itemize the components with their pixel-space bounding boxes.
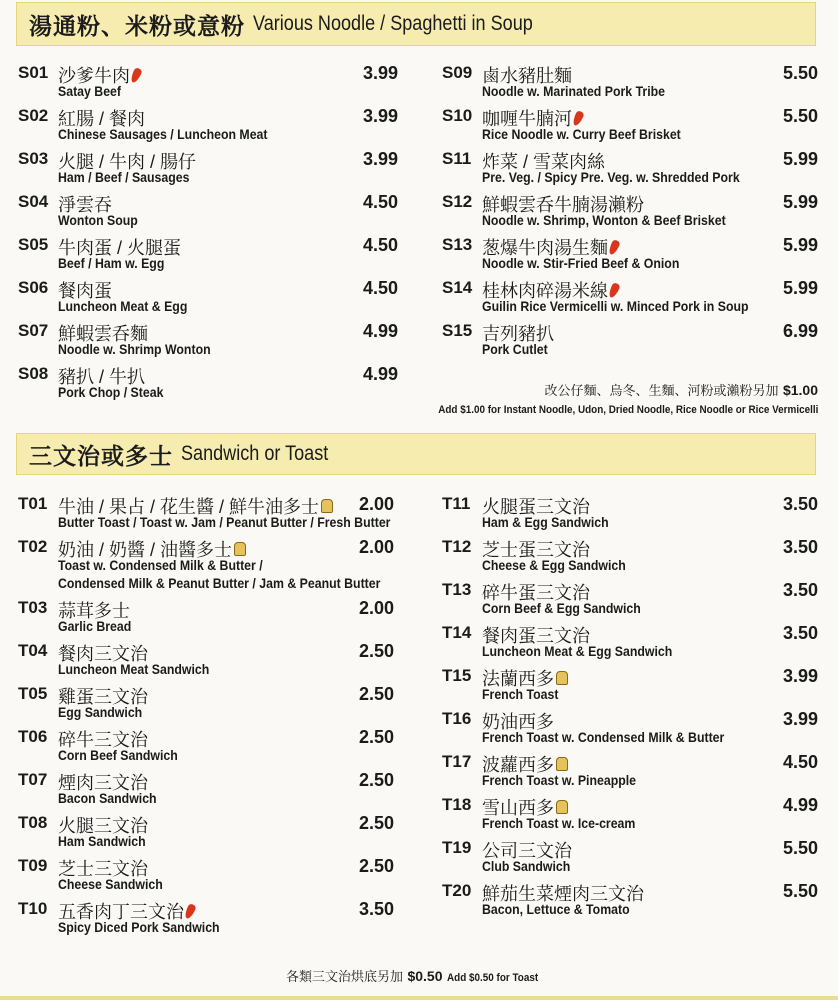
item-code: T09 (18, 856, 48, 875)
item-name-en: Noodle w. Marinated Pork Tribe (482, 83, 666, 99)
item-price: 2.50 (358, 856, 394, 876)
menu-item-s04 (18, 192, 398, 232)
item-code: T06 (18, 727, 48, 746)
item-name-zh: 吉列豬扒 (482, 324, 554, 344)
item-price: 2.50 (358, 770, 394, 790)
item-name-zh: 淨雲吞 (58, 195, 112, 215)
item-code: T16 (442, 709, 472, 728)
chili-pepper-icon (129, 67, 143, 84)
item-name-zh: 奶油 / 奶醬 / 油醬多士 (58, 540, 233, 560)
item-name-zh: 桂林肉碎湯米線 (482, 281, 608, 301)
item-name-en: Cheese & Egg Sandwich (482, 557, 626, 573)
soup-section-header (16, 2, 816, 46)
item-price: 3.50 (782, 537, 818, 557)
item-price: 6.99 (782, 321, 818, 341)
item-name-zh: 雪山西多 (482, 798, 554, 818)
item-code: T12 (442, 537, 472, 556)
item-name-zh: 牛肉蛋 / 火腿蛋 (58, 238, 182, 258)
item-code: T05 (18, 684, 48, 703)
menu-item-t20 (442, 881, 818, 921)
menu-item-s14 (442, 278, 818, 318)
item-code: T14 (442, 623, 472, 642)
item-name-en: Club Sandwich (482, 858, 571, 874)
item-name-en: Bacon, Lettuce & Tomato (482, 901, 630, 917)
item-code: T15 (442, 666, 472, 685)
chili-pepper-icon (571, 110, 585, 127)
item-name-zh: 公司三文治 (482, 841, 572, 861)
item-code: T13 (442, 580, 472, 599)
menu-item-t13 (442, 580, 818, 620)
item-name-zh: 鮮蝦雲呑牛腩湯瀨粉 (482, 195, 644, 215)
item-name-zh: 火腿 / 牛肉 / 腸仔 (58, 152, 197, 172)
item-price: 2.00 (358, 598, 394, 618)
item-price: 3.50 (782, 623, 818, 643)
menu-item-s05 (18, 235, 398, 275)
item-price: 2.00 (358, 537, 394, 557)
item-price: 3.99 (782, 666, 818, 686)
item-price: 4.50 (362, 235, 398, 255)
item-price: 2.50 (358, 813, 394, 833)
menu-item-t17 (442, 752, 818, 792)
menu-item-t19 (442, 838, 818, 878)
menu-item-s08 (18, 364, 398, 404)
sandwich-title-zh: 三文治或多士 (29, 442, 173, 469)
sandwich-title-en: Sandwich or Toast (181, 442, 329, 465)
item-name-en: French Toast w. Condensed Milk & Butter (482, 729, 725, 745)
item-name-en: French Toast w. Ice-cream (482, 815, 636, 831)
item-name-zh: 咖喱牛腩河 (482, 109, 572, 129)
chili-pepper-icon (607, 282, 621, 299)
item-code: S02 (18, 106, 49, 125)
item-code: S12 (442, 192, 473, 211)
toast-icon (234, 542, 246, 556)
item-name-en: Egg Sandwich (58, 704, 143, 720)
toast-note (286, 966, 548, 986)
item-code: S01 (18, 63, 49, 82)
toast-icon (321, 499, 333, 513)
item-name-zh: 鹵水豬肚麵 (482, 66, 572, 86)
menu-item-s02 (18, 106, 398, 146)
item-price: 4.99 (782, 795, 818, 815)
toast-note-en: Add $0.50 for Toast (446, 972, 539, 984)
item-price: 4.50 (362, 192, 398, 212)
toast-note-price: $0.50 (407, 968, 443, 984)
item-name-en: Corn Beef Sandwich (58, 747, 178, 763)
item-price: 5.99 (782, 278, 818, 298)
toast-icon (556, 671, 568, 685)
menu-item-s09 (442, 63, 818, 103)
item-price: 3.50 (358, 899, 394, 919)
soup-note-price: $1.00 (782, 382, 818, 398)
soup-note-zh: 改公仔麵、烏冬、生麵、河粉或瀨粉另加 (544, 383, 779, 398)
menu-item-t12 (442, 537, 818, 577)
item-price: 2.50 (358, 727, 394, 747)
item-code: T18 (442, 795, 472, 814)
item-price: 3.50 (782, 580, 818, 600)
item-price: 3.99 (362, 106, 398, 126)
item-price: 5.50 (782, 63, 818, 83)
item-name-zh: 餐肉蛋三文治 (482, 626, 590, 646)
item-name-zh: 波蘿西多 (482, 755, 554, 775)
menu-item-s13 (442, 235, 818, 275)
item-name-en: Toast w. Condensed Milk & Butter / (58, 557, 263, 573)
item-name-zh: 豬扒 / 牛扒 (58, 367, 146, 387)
item-name-en: Butter Toast / Toast w. Jam / Peanut Butter / Fresh Butter (58, 514, 391, 530)
item-code: S03 (18, 149, 49, 168)
item-name-zh: 鮮蝦雲呑麵 (58, 324, 148, 344)
menu-item-t10 (18, 899, 394, 939)
item-name-zh: 煙肉三文治 (58, 773, 148, 793)
item-name-en: Pork Chop / Steak (58, 384, 164, 400)
item-name-en: Spicy Diced Pork Sandwich (58, 919, 220, 935)
soup-noodle-note (396, 380, 818, 418)
item-code: T01 (18, 494, 48, 513)
menu-item-s15 (442, 321, 818, 361)
item-name-zh: 法蘭西多 (482, 669, 554, 689)
item-name-zh: 雞蛋三文治 (58, 687, 148, 707)
item-price: 2.50 (358, 641, 394, 661)
item-price: 2.50 (358, 684, 394, 704)
chili-pepper-icon (183, 903, 197, 920)
toast-icon (556, 800, 568, 814)
item-code: S11 (442, 149, 472, 168)
item-price: 3.99 (782, 709, 818, 729)
item-name-en: Noodle w. Stir-Fried Beef & Onion (482, 255, 680, 271)
item-code: T20 (442, 881, 472, 900)
item-name-en: Pork Cutlet (482, 341, 548, 357)
menu-item-t15 (442, 666, 818, 706)
item-name-en: Bacon Sandwich (58, 790, 157, 806)
item-price: 4.99 (362, 321, 398, 341)
item-name-zh: 火腿三文治 (58, 816, 148, 836)
item-price: 5.99 (782, 235, 818, 255)
item-price: 4.99 (362, 364, 398, 384)
item-price: 3.99 (362, 63, 398, 83)
menu-item-t18 (442, 795, 818, 835)
item-name-zh: 芝士三文治 (58, 859, 148, 879)
item-price: 5.99 (782, 192, 818, 212)
item-name-zh: 碎牛三文治 (58, 730, 148, 750)
item-name-zh: 餐肉蛋 (58, 281, 112, 301)
menu-item-t07 (18, 770, 394, 810)
item-code: S14 (442, 278, 473, 297)
menu-item-t16 (442, 709, 818, 749)
item-price: 5.99 (782, 149, 818, 169)
item-name-en: Rice Noodle w. Curry Beef Brisket (482, 126, 681, 142)
item-name-en: French Toast (482, 686, 559, 702)
item-name-zh: 牛油 / 果占 / 花生醬 / 鮮牛油多士 (58, 497, 320, 517)
menu-item-t08 (18, 813, 394, 853)
item-name-en: Satay Beef (58, 83, 122, 99)
item-name-en-line2: Condensed Milk & Peanut Butter / Jam & Peanut Butter (58, 575, 381, 591)
menu-item-t04 (18, 641, 394, 681)
menu-item-s11 (442, 149, 818, 189)
menu-item-s03 (18, 149, 398, 189)
item-code: S09 (442, 63, 473, 82)
menu-item-t03 (18, 598, 394, 638)
item-name-en: Chinese Sausages / Luncheon Meat (58, 126, 268, 142)
item-name-en: Wonton Soup (58, 212, 138, 228)
item-name-en: Luncheon Meat & Egg (58, 298, 188, 314)
toast-note-zh: 各類三文治烘底另加 (286, 969, 404, 984)
item-name-zh: 五香肉丁三文治 (58, 902, 184, 922)
soup-title-zh: 湯通粉、米粉或意粉 (29, 12, 245, 39)
item-code: T17 (442, 752, 472, 771)
menu-item-s12 (442, 192, 818, 232)
item-name-zh: 炸菜 / 雪菜肉絲 (482, 152, 606, 172)
item-code: S07 (18, 321, 49, 340)
item-name-en: Corn Beef & Egg Sandwich (482, 600, 641, 616)
item-name-en: Cheese Sandwich (58, 876, 163, 892)
item-price: 4.50 (362, 278, 398, 298)
toast-icon (556, 757, 568, 771)
item-code: T07 (18, 770, 48, 789)
item-code: S08 (18, 364, 49, 383)
item-name-zh: 奶油西多 (482, 712, 554, 732)
sandwich-section-header (16, 433, 816, 475)
item-code: T03 (18, 598, 48, 617)
item-name-en: Beef / Ham w. Egg (58, 255, 165, 271)
item-name-en: Noodle w. Shrimp Wonton (58, 341, 211, 357)
menu-item-t01 (18, 494, 394, 534)
item-name-zh: 沙爹牛肉 (58, 66, 130, 86)
soup-note-en: Add $1.00 for Instant Noodle, Udon, Dried Noodle, Rice Noodle or Rice Vermicelli (437, 404, 818, 416)
item-code: T08 (18, 813, 48, 832)
item-name-en: Pre. Veg. / Spicy Pre. Veg. w. Shredded Pork (482, 169, 740, 185)
item-name-en: Luncheon Meat Sandwich (58, 661, 210, 677)
item-name-zh: 碎牛蛋三文治 (482, 583, 590, 603)
menu-item-s06 (18, 278, 398, 318)
item-name-zh: 餐肉三文治 (58, 644, 148, 664)
item-name-en: Luncheon Meat & Egg Sandwich (482, 643, 673, 659)
item-name-en: Ham / Beef / Sausages (58, 169, 190, 185)
item-code: S04 (18, 192, 49, 211)
item-code: T11 (442, 494, 471, 513)
item-name-en: Guilin Rice Vermicelli w. Minced Pork in Soup (482, 298, 749, 314)
bottom-divider (0, 996, 838, 1000)
item-code: T04 (18, 641, 48, 660)
item-price: 5.50 (782, 106, 818, 126)
item-code: S06 (18, 278, 49, 297)
chili-pepper-icon (607, 239, 621, 256)
menu-item-s01 (18, 63, 398, 103)
item-price: 3.50 (782, 494, 818, 514)
menu-item-t02 (18, 537, 394, 591)
item-name-zh: 蒜茸多士 (58, 601, 130, 621)
menu-item-t05 (18, 684, 394, 724)
item-name-en: Noodle w. Shrimp, Wonton & Beef Brisket (482, 212, 726, 228)
menu-item-t09 (18, 856, 394, 896)
item-code: T02 (18, 537, 48, 556)
item-name-en: Ham & Egg Sandwich (482, 514, 609, 530)
item-code: S15 (442, 321, 473, 340)
item-name-zh: 鮮茄生菜煙肉三文治 (482, 884, 644, 904)
menu-item-t06 (18, 727, 394, 767)
item-code: S10 (442, 106, 473, 125)
item-price: 5.50 (782, 881, 818, 901)
item-code: T10 (18, 899, 48, 918)
item-price: 5.50 (782, 838, 818, 858)
menu-item-t11 (442, 494, 818, 534)
item-code: T19 (442, 838, 472, 857)
item-price: 4.50 (782, 752, 818, 772)
item-name-zh: 葱爆牛肉湯生麵 (482, 238, 608, 258)
soup-title-en: Various Noodle / Spaghetti in Soup (253, 12, 533, 35)
menu-item-s10 (442, 106, 818, 146)
item-price: 3.99 (362, 149, 398, 169)
item-code: S05 (18, 235, 49, 254)
item-name-en: French Toast w. Pineapple (482, 772, 637, 788)
menu-item-t14 (442, 623, 818, 663)
item-name-zh: 芝士蛋三文治 (482, 540, 590, 560)
item-price: 2.00 (358, 494, 394, 514)
item-code: S13 (442, 235, 473, 254)
item-name-en: Ham Sandwich (58, 833, 146, 849)
item-name-zh: 紅腸 / 餐肉 (58, 109, 146, 129)
menu-item-s07 (18, 321, 398, 361)
item-name-en: Garlic Bread (58, 618, 132, 634)
item-name-zh: 火腿蛋三文治 (482, 497, 590, 517)
